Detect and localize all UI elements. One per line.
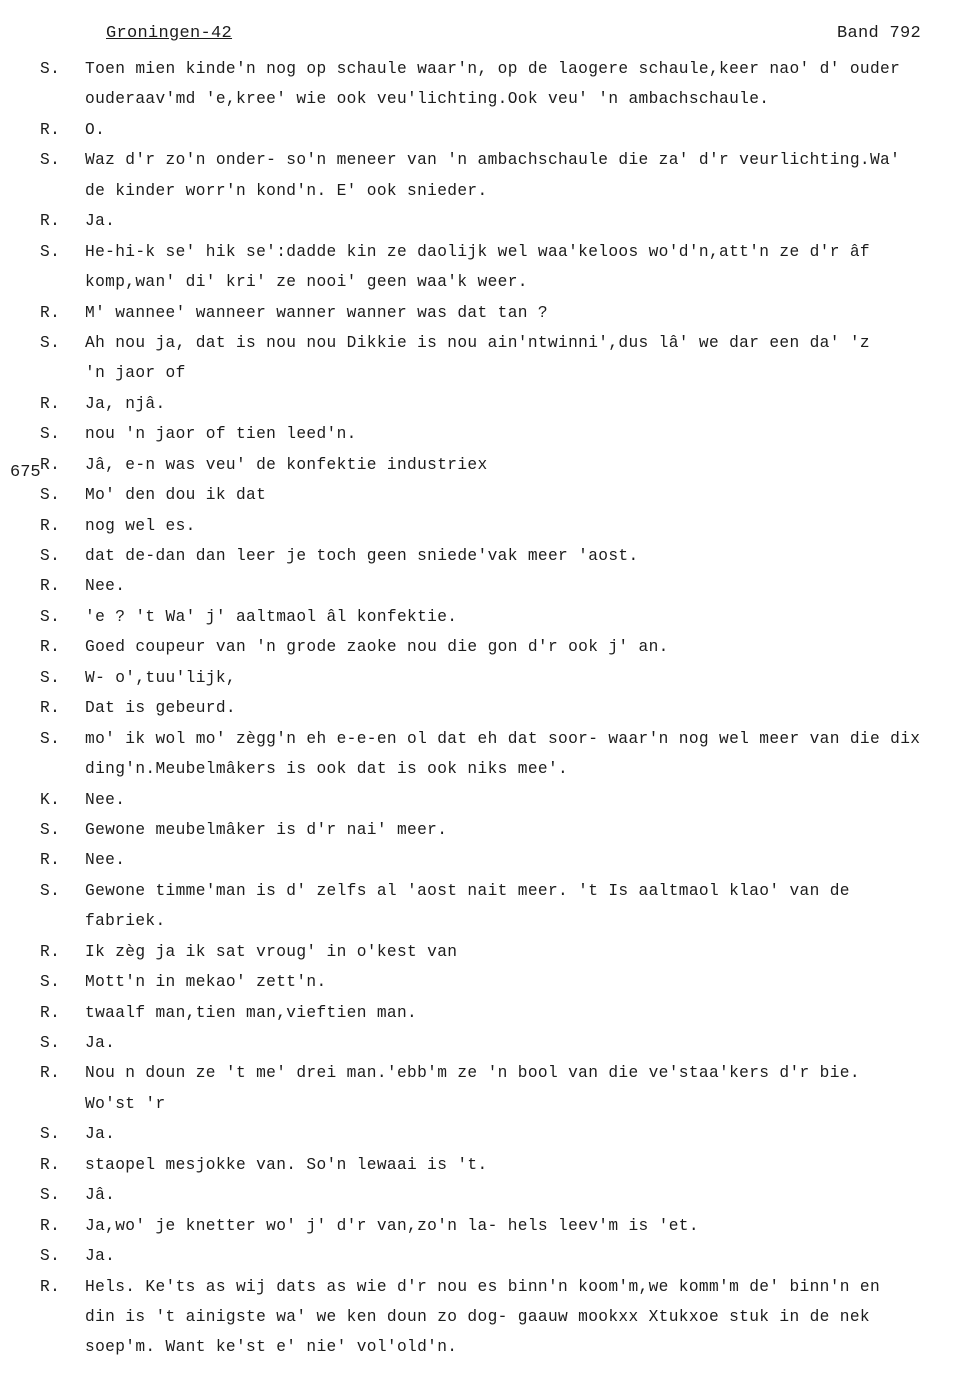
transcript-line: [0, 267, 973, 297]
line-text: Nou n doun ze 't me' drei man.'ebb'm ze 'n bool van die ve'staa'kers d'r bie.: [85, 1064, 860, 1083]
speaker-label: S.: [40, 1125, 61, 1144]
transcript-line: [0, 632, 973, 662]
line-text: Ja.: [85, 1125, 116, 1144]
line-text: Wo'st 'r: [85, 1094, 166, 1113]
line-text: Ja.: [85, 1034, 116, 1052]
speaker-label: S.: [40, 1186, 61, 1205]
speaker-label: S.: [40, 60, 61, 78]
line-text: Ja.: [85, 212, 116, 231]
line-text: O.: [85, 120, 106, 139]
transcript-line: [0, 298, 973, 328]
line-text: Hels. Ke'ts as wij dats as wie d'r nou es binn'n koom'm,we komm'm de' binn'n en: [85, 1277, 881, 1296]
transcript-line: [0, 845, 973, 875]
transcript-line: [0, 693, 973, 723]
speaker-label: R.: [40, 1003, 61, 1022]
transcript-line: [0, 815, 973, 845]
transcript-line: [0, 1028, 973, 1058]
speaker-label: S.: [40, 973, 61, 992]
line-text: fabriek.: [85, 912, 166, 931]
transcript-line: [0, 115, 973, 145]
speaker-label: K.: [40, 790, 61, 809]
transcript-line: [0, 511, 973, 541]
transcript-line: [0, 1272, 973, 1302]
line-text: nou 'n jaor of tien leed'n.: [85, 425, 357, 444]
speaker-label: S.: [40, 486, 61, 505]
transcript-line: [0, 602, 973, 632]
transcript-line: [0, 328, 973, 358]
line-text: dat de-dan dan leer je toch geen sniede'vak meer 'aost.: [85, 547, 639, 565]
line-text: He-hi-k se' hik se':dadde kin ze daolijk wel waa'keloos wo'd'n,att'n ze d'r âf: [85, 242, 870, 261]
speaker-label: R.: [40, 120, 61, 139]
speaker-label: S.: [40, 881, 61, 900]
transcript-line: [0, 1211, 973, 1241]
transcript-line: [0, 785, 973, 815]
line-text: twaalf man,tien man,vieftien man.: [85, 1003, 418, 1022]
transcript-line: [0, 419, 973, 449]
speaker-label: R.: [40, 1216, 61, 1235]
line-text: nog wel es.: [85, 516, 196, 535]
line-text: Ah nou ja, dat is nou nou Dikkie is nou ain'ntwinni',dus lâ' we dar een da' 'z: [85, 333, 870, 352]
line-text: Ja,wo' je knetter wo' j' d'r van,zo'n la- hels leev'm is 'et.: [85, 1216, 699, 1235]
line-text: ouderaav'md 'e,kree' wie ook veu'lichting.Ook veu' 'n ambachschaule.: [85, 90, 770, 109]
transcript-line: [0, 663, 973, 693]
line-text: Mott'n in mekao' zett'n.: [85, 973, 327, 992]
line-text: Waz d'r zo'n onder- so'n meneer van 'n ambachschaule die za' d'r veurlichting.Wa': [85, 151, 901, 170]
transcript-line: [0, 1332, 973, 1362]
speaker-label: S.: [40, 668, 61, 687]
line-text: staopel mesjokke van. So'n lewaai is 't.: [85, 1155, 488, 1174]
speaker-label: S.: [40, 547, 61, 565]
transcript-line: [0, 754, 973, 784]
transcript-line: [0, 389, 973, 419]
transcript-line: [0, 358, 973, 388]
line-text: Jâ, e-n was veu' de konfektie industriex: [85, 455, 488, 474]
speaker-label: S.: [40, 1247, 61, 1266]
line-text: Nee.: [85, 577, 126, 596]
transcript-line: [0, 541, 973, 571]
transcript-line: [0, 571, 973, 601]
line-text: W- o',tuu'lijk,: [85, 668, 236, 687]
speaker-label: S.: [40, 333, 61, 352]
speaker-label: R.: [40, 577, 61, 596]
line-text: de kinder worr'n kond'n. E' ook snieder.: [85, 181, 488, 200]
line-text: ding'n.Meubelmâkers is ook dat is ook niks mee'.: [85, 760, 569, 779]
speaker-label: S.: [40, 729, 61, 748]
speaker-label: R.: [40, 1155, 61, 1174]
speaker-label: S.: [40, 425, 61, 444]
header-title: Groningen-42: [106, 24, 233, 43]
speaker-label: R.: [40, 303, 61, 322]
transcript-line: [0, 206, 973, 236]
line-text: Dat is gebeurd.: [85, 699, 236, 718]
transcript-line: [0, 967, 973, 997]
speaker-label: R.: [40, 1064, 61, 1083]
line-text: Toen mien kinde'n nog op schaule waar'n, op de laogere schaule,keer nao' d' ouder: [85, 60, 901, 78]
transcript-line: [0, 480, 973, 510]
line-text: Ja, njâ.: [85, 394, 166, 413]
transcript-line: [0, 937, 973, 967]
speaker-label: R.: [40, 394, 61, 413]
line-text: Ik zèg ja ik sat vroug' in o'kest van: [85, 942, 458, 961]
speaker-label: R.: [40, 699, 61, 718]
speaker-label: R.: [40, 455, 61, 474]
transcript-line: [0, 876, 973, 906]
speaker-label: R.: [40, 638, 61, 657]
transcript-line: [0, 1150, 973, 1180]
transcript-line: [0, 54, 973, 84]
speaker-label: R.: [40, 942, 61, 961]
speaker-label: R.: [40, 851, 61, 870]
line-text: Nee.: [85, 851, 126, 870]
line-text: Gewone timme'man is d' zelfs al 'aost nait meer. 't Is aaltmaol klao' van de: [85, 881, 850, 900]
speaker-label: R.: [40, 1277, 61, 1296]
line-text: Ja.: [85, 1247, 116, 1266]
header-band: Band 792: [836, 24, 921, 43]
transcript-line: [0, 237, 973, 267]
transcript-line: [0, 1058, 973, 1088]
line-text: komp,wan' di' kri' ze nooi' geen waa'k weer.: [85, 273, 528, 292]
line-text: M' wannee' wanneer wanner wanner was dat tan ?: [85, 303, 548, 322]
line-text: Nee.: [85, 790, 126, 809]
transcript-line: [0, 906, 973, 936]
line-text: din is 't ainigste wa' we ken doun zo dog- gaauw mookxx Xtukxoe stuk in de nek: [85, 1307, 870, 1326]
speaker-label: S.: [40, 1034, 61, 1052]
transcript-line: [0, 84, 973, 114]
line-text: Goed coupeur van 'n grode zaoke nou die gon d'r ook j' an.: [85, 638, 669, 657]
transcript-lines: [0, 54, 973, 1363]
speaker-label: S.: [40, 820, 61, 839]
transcript-line: [0, 1241, 973, 1271]
line-text: 'e ? 't Wa' j' aaltmaol âl konfektie.: [85, 607, 458, 626]
transcript-line: [0, 724, 973, 754]
transcript-line: [0, 1119, 973, 1149]
transcript-line: [0, 998, 973, 1028]
speaker-label: R.: [40, 516, 61, 535]
speaker-label: S.: [40, 607, 61, 626]
transcript-line: [0, 1089, 973, 1119]
line-text: Mo' den dou ik dat: [85, 486, 267, 505]
transcript-line: [0, 145, 973, 175]
line-text: mo' ik wol mo' zègg'n eh e-e-en ol dat eh dat soor- waar'n nog wel meer van die dix: [85, 729, 921, 748]
speaker-label: S.: [40, 151, 61, 170]
speaker-label: R.: [40, 212, 61, 231]
margin-counter: 675: [10, 463, 41, 482]
transcript-line: [0, 450, 973, 480]
line-text: 'n jaor of: [85, 364, 186, 383]
speaker-label: S.: [40, 242, 61, 261]
line-text: Gewone meubelmâker is d'r nai' meer.: [85, 820, 448, 839]
transcript-line: [0, 1302, 973, 1332]
line-text: soep'm. Want ke'st e' nie' vol'old'n.: [85, 1338, 458, 1357]
line-text: Jâ.: [85, 1186, 116, 1205]
transcript-line: [0, 1180, 973, 1210]
transcript-line: [0, 176, 973, 206]
